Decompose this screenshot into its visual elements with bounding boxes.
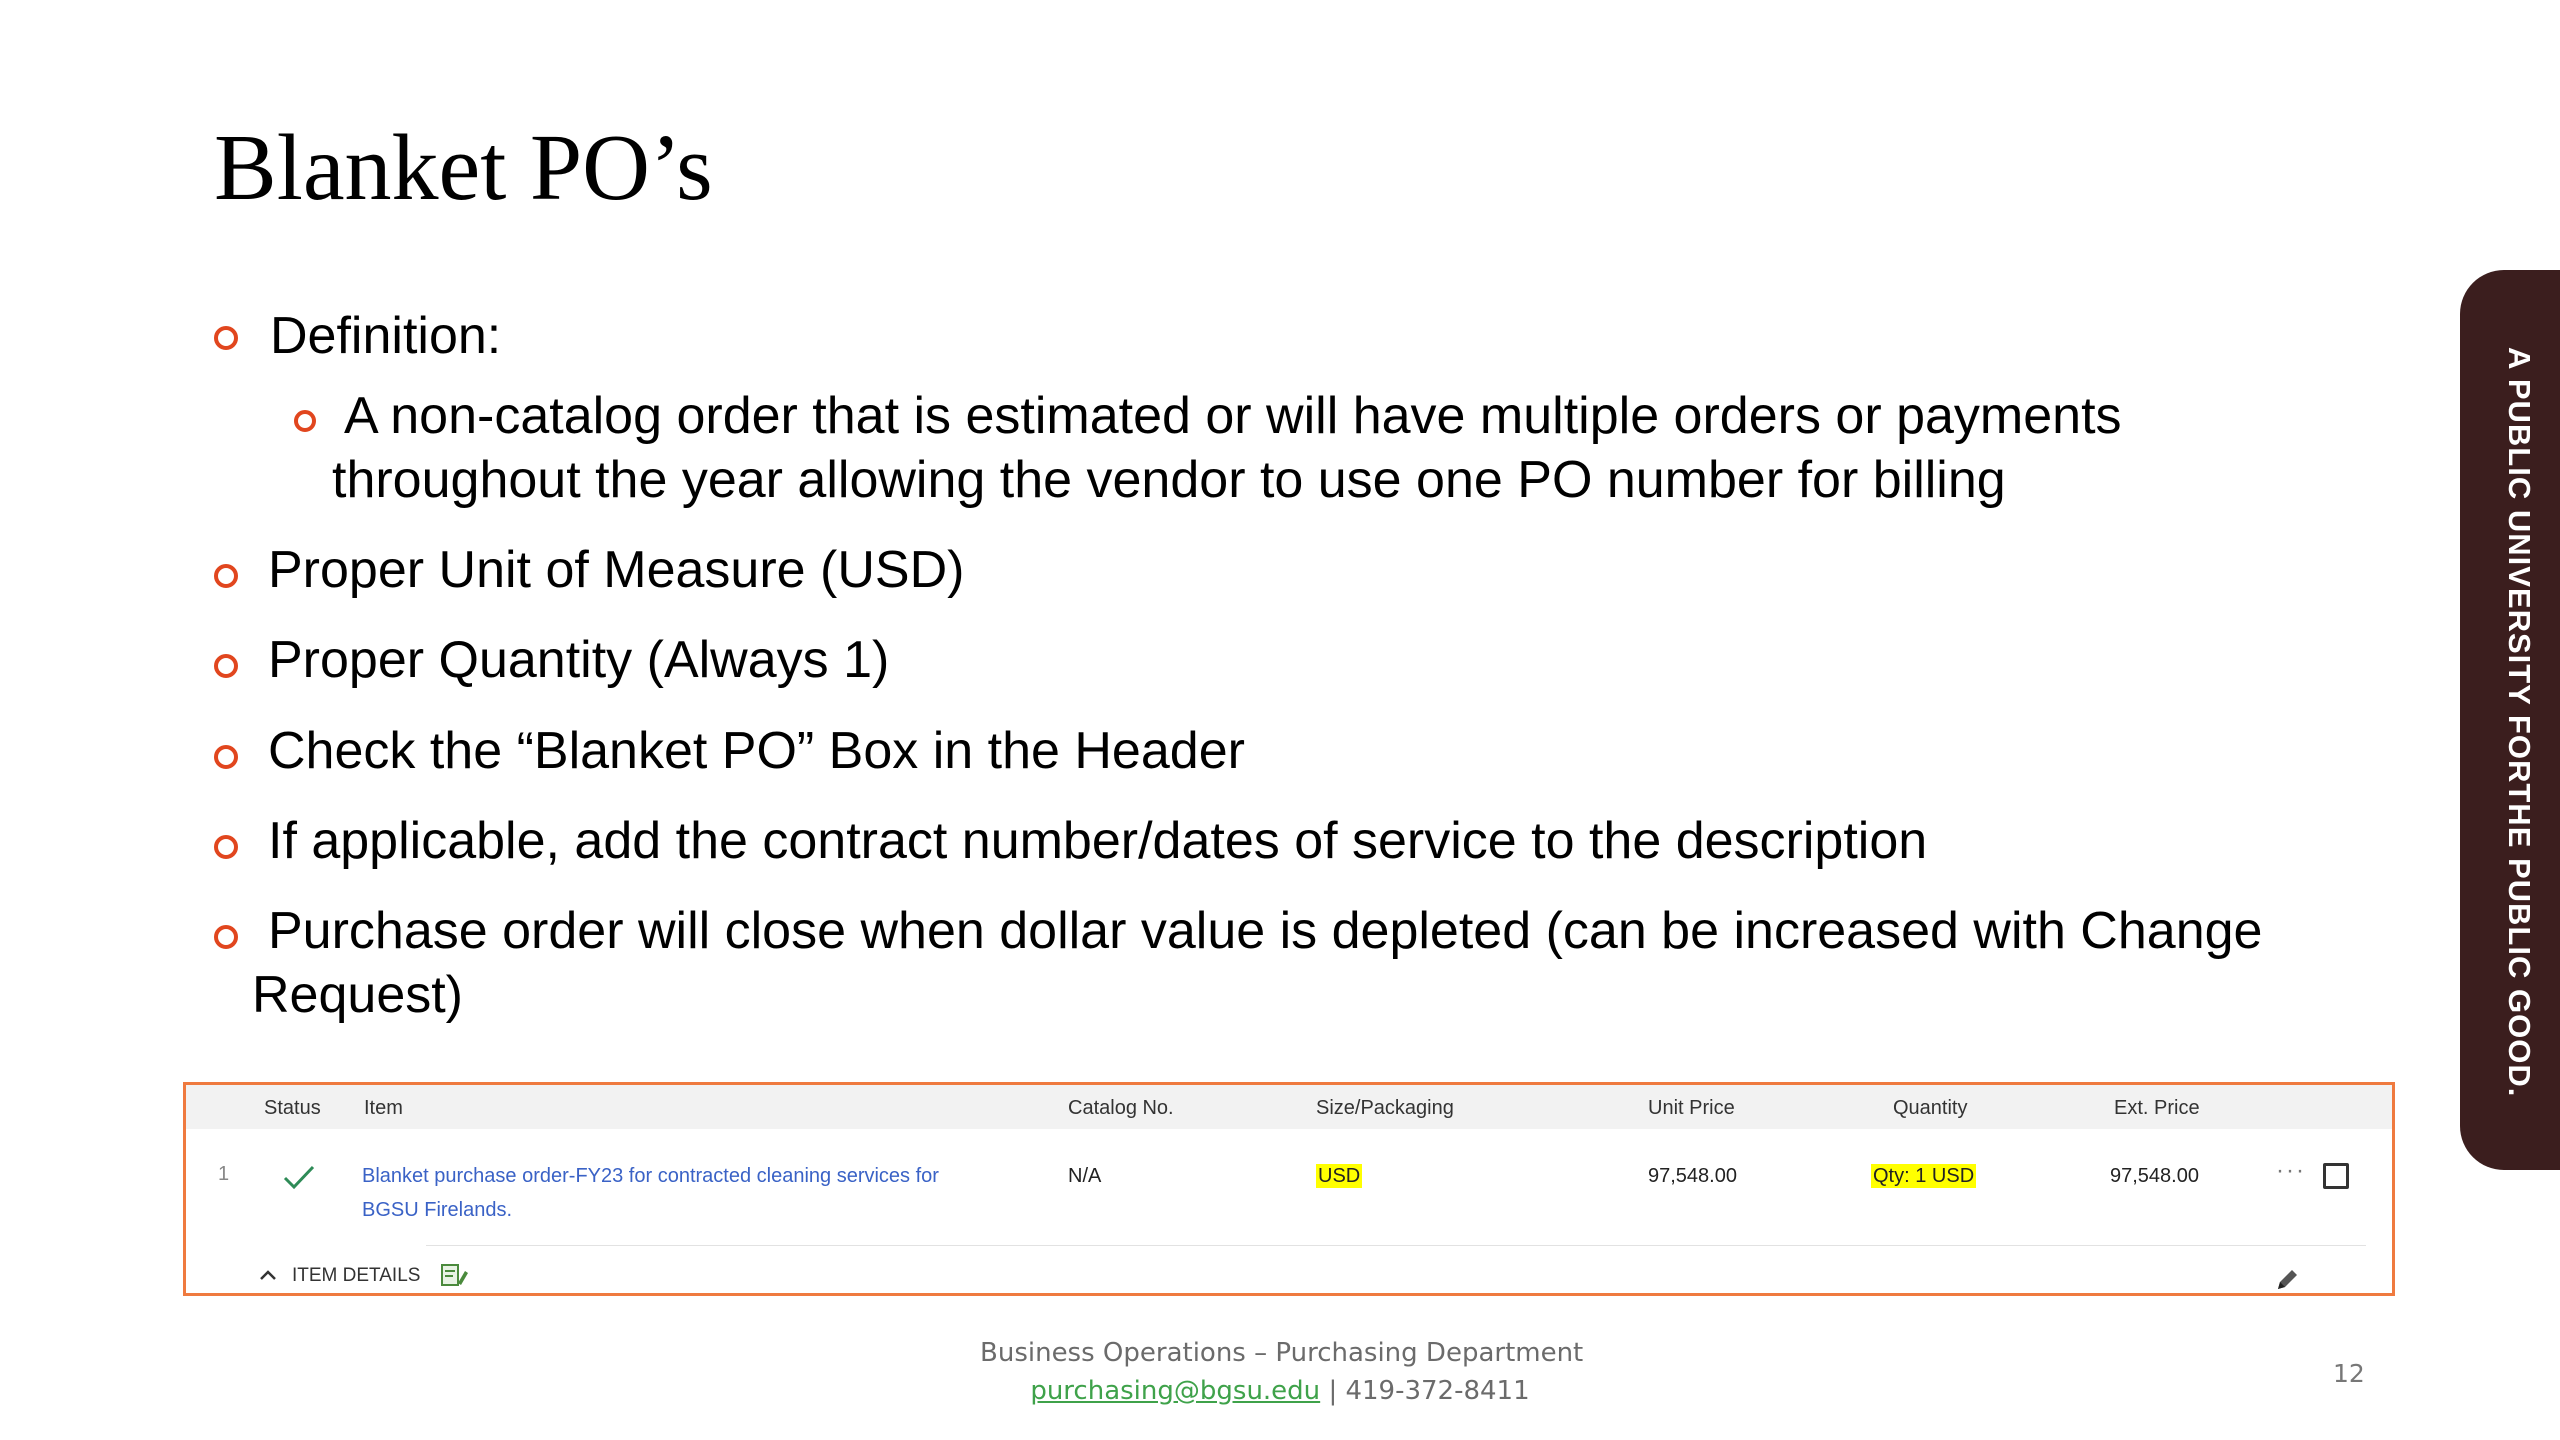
bullet-text: Check the “Blanket PO” Box in the Header xyxy=(268,722,1245,780)
check-icon xyxy=(282,1163,316,1191)
size-packaging-value: USD xyxy=(1318,1165,1361,1187)
bullet-text-line2: throughout the year allowing the vendor to use one PO number for billing xyxy=(332,451,2006,509)
bullet-text: Proper Quantity (Always 1) xyxy=(268,631,890,689)
row-select-checkbox[interactable] xyxy=(2323,1163,2349,1189)
chevron-up-icon xyxy=(258,1267,278,1283)
footer-phone: | 419-372-8411 xyxy=(1328,1376,1530,1406)
catalog-no-value: N/A xyxy=(1068,1165,1102,1187)
footer-contact xyxy=(980,1376,1580,1406)
row-divider xyxy=(426,1245,2366,1246)
bullet-text-line1: Purchase order will close when dollar value is depleted (can be increased with Change xyxy=(268,902,2263,960)
header-size-packaging: Size/Packaging xyxy=(1316,1097,1454,1119)
bullet-text-line1: A non-catalog order that is estimated or will have multiple orders or payments xyxy=(344,387,2122,445)
edit-note-icon[interactable] xyxy=(440,1263,468,1289)
item-description-link-line2[interactable]: BGSU Firelands. xyxy=(362,1199,513,1221)
pencil-icon[interactable] xyxy=(2274,1267,2300,1293)
unit-price-value: 97,548.00 xyxy=(1648,1165,1737,1187)
bullet-text: Proper Unit of Measure (USD) xyxy=(268,541,965,599)
requisition-line-table xyxy=(183,1082,2395,1296)
header-item: Item xyxy=(364,1097,403,1119)
bullet-marker xyxy=(214,326,238,350)
bullet-marker xyxy=(214,925,238,949)
more-options-icon[interactable]: ··· xyxy=(2276,1157,2306,1184)
bullet-text-line2: Request) xyxy=(252,966,463,1024)
bullet-marker xyxy=(294,410,316,432)
header-unit-price: Unit Price xyxy=(1648,1097,1735,1119)
item-details-label: ITEM DETAILS xyxy=(292,1265,421,1286)
row-index: 1 xyxy=(218,1163,230,1185)
side-tab-label: A PUBLIC UNIVERSITY FORTHE PUBLIC GOOD. xyxy=(2502,346,2537,1098)
header-status: Status xyxy=(264,1097,321,1119)
page-number: 12 xyxy=(2333,1359,2365,1388)
bullet-marker xyxy=(214,835,238,859)
footer-department: Business Operations – Purchasing Department xyxy=(980,1338,1584,1368)
header-ext-price: Ext. Price xyxy=(2114,1097,2200,1119)
footer-email-link[interactable]: purchasing@bgsu.edu xyxy=(1030,1376,1321,1406)
table-header xyxy=(186,1085,2392,1129)
bullet-marker xyxy=(214,745,238,769)
slide-title: Blanket PO’s xyxy=(214,116,713,220)
header-quantity: Quantity xyxy=(1893,1097,1968,1119)
bullet-marker xyxy=(214,654,238,678)
quantity-value: Qty: 1 USD xyxy=(1873,1165,1975,1187)
bullet-text: Definition: xyxy=(270,307,502,365)
item-description-link[interactable]: Blanket purchase order-FY23 for contracted cleaning services for xyxy=(362,1165,939,1187)
bullet-text: If applicable, add the contract number/dates of service to the description xyxy=(268,812,1928,870)
ext-price-value: 97,548.00 xyxy=(2110,1165,2199,1187)
header-catalog-no: Catalog No. xyxy=(1068,1097,1174,1119)
bullet-marker xyxy=(214,564,238,588)
